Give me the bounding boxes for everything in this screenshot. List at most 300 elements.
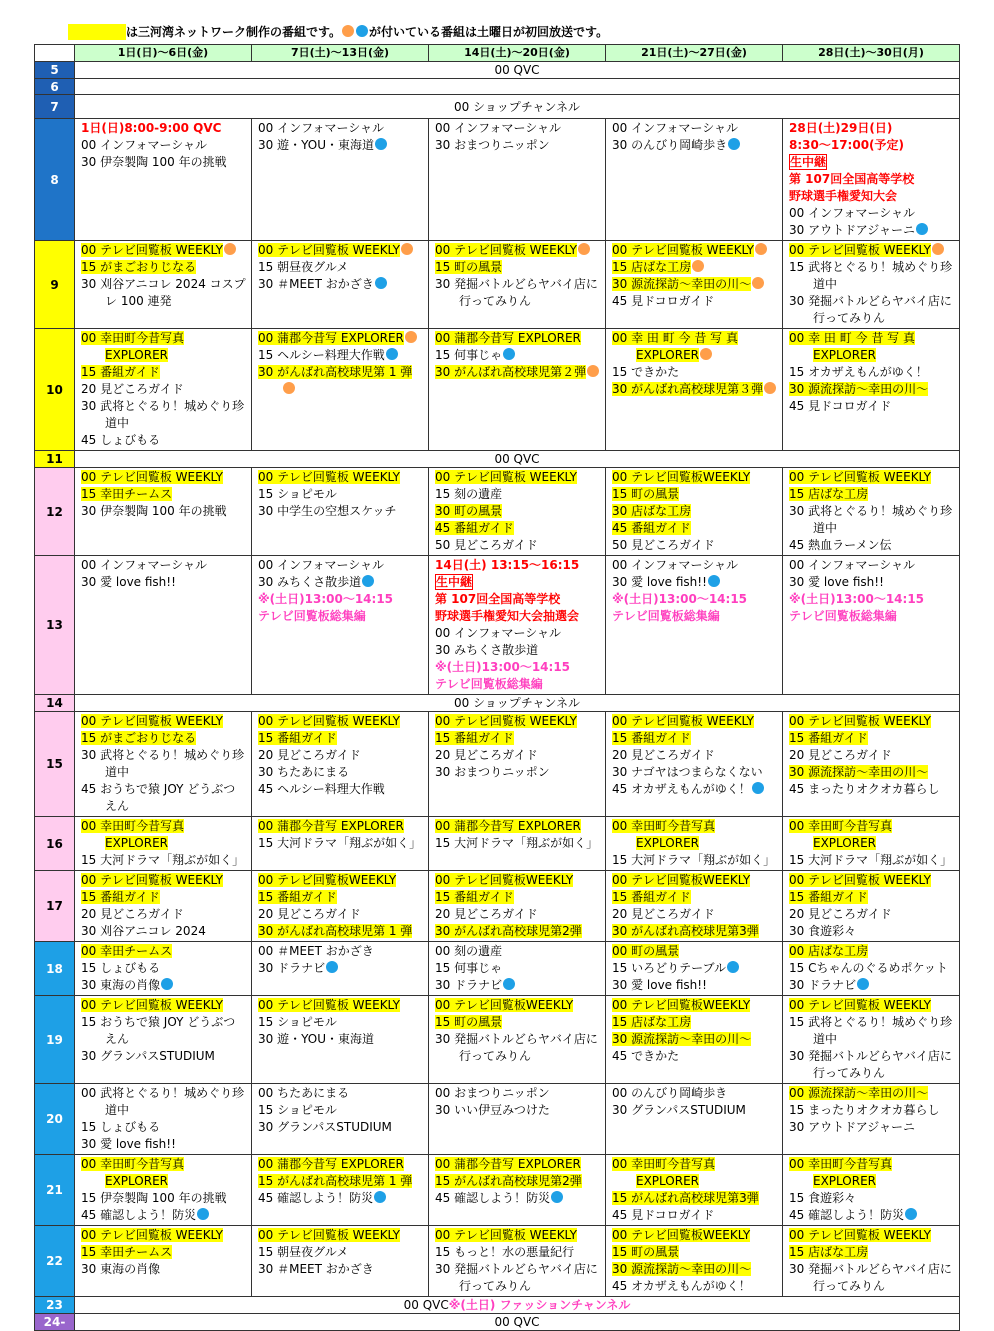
program-line	[81, 1261, 247, 1278]
program-line	[612, 852, 778, 869]
program-text: 30 みちくさ散歩道	[435, 643, 539, 657]
program-line	[81, 330, 247, 364]
program-text: ※(土日)13:00～14:15	[612, 592, 748, 606]
program-cell	[429, 556, 606, 695]
column-header: 7日(土)～13日(金)	[252, 45, 429, 62]
program-cell	[606, 942, 783, 996]
program-text: 00 テレビ回覧板WEEKLY	[612, 470, 751, 484]
blue-dot-icon	[551, 1191, 563, 1203]
program-text: 00 テレビ回覧板 WEEKLY	[258, 243, 400, 257]
orange-dot-icon	[932, 243, 944, 255]
program-line	[612, 520, 778, 537]
program-text: 00 テレビ回覧板WEEKLY	[612, 1228, 751, 1242]
program-text: 45 確認しよう！防災	[435, 1191, 551, 1205]
program-line	[612, 1156, 778, 1190]
program-line	[81, 889, 247, 906]
program-text: 20 見どころガイド	[258, 907, 361, 921]
program-text: 30 グランパスSTUDIUM	[612, 1103, 746, 1117]
program-line	[258, 1227, 424, 1244]
hour-label: 8	[35, 119, 75, 241]
program-line	[258, 347, 424, 364]
program-line	[612, 781, 778, 798]
program-line	[789, 977, 955, 994]
program-line	[435, 997, 601, 1014]
program-line	[789, 469, 955, 486]
full-width-program	[75, 79, 960, 95]
program-text: 20 見どころガイド	[258, 748, 361, 762]
program-line	[435, 943, 601, 960]
program-text: 30 のんびり岡崎歩き	[612, 138, 728, 152]
program-text: 00 テレビ回覧板 WEEKLY	[612, 714, 754, 728]
orange-dot-icon	[283, 382, 295, 394]
hour-row	[35, 695, 960, 712]
program-line	[789, 1048, 955, 1082]
hour-row	[35, 451, 960, 468]
program-cell	[252, 241, 429, 329]
program-text: 15 がまごおりじなる	[81, 260, 197, 274]
program-line	[789, 906, 955, 923]
program-text: 30 ナゴヤはつまらなくない	[612, 765, 763, 779]
program-text: 30 グランパスSTUDIUM	[258, 1120, 392, 1134]
program-text: 15 番組ガイド	[81, 890, 160, 904]
program-text: 00 蒲郡今昔写 EXPLORER	[258, 819, 404, 833]
hour-label: 6	[35, 79, 75, 95]
program-line	[258, 120, 424, 137]
program-text: 15 しょびもる	[81, 1120, 161, 1134]
program-cell	[783, 817, 960, 871]
program-cell	[783, 1155, 960, 1226]
hour-label: 7	[35, 95, 75, 119]
program-line	[789, 713, 955, 730]
program-text: 20 見どころガイド	[435, 748, 538, 762]
program-text: 30 愛 love fish!!	[789, 575, 884, 589]
program-cell	[75, 1226, 252, 1297]
program-text: 00 テレビ回覧板 WEEKLY	[258, 998, 400, 1012]
orange-dot-icon	[342, 25, 354, 37]
program-text: 00 ちたあにまる	[258, 1086, 350, 1100]
hour-row	[35, 942, 960, 996]
program-line	[258, 764, 424, 781]
program-line	[612, 747, 778, 764]
program-cell	[606, 468, 783, 556]
program-line	[612, 293, 778, 310]
program-text: 00 のんびり岡崎歩き	[612, 1086, 728, 1100]
program-text: 45 ヘルシー料理大作戦	[258, 782, 385, 796]
program-line	[789, 1190, 955, 1207]
program-line	[81, 1085, 247, 1119]
program-line	[435, 591, 601, 608]
schedule-table	[34, 44, 960, 1331]
program-line	[435, 347, 601, 364]
program-text: 30 源流探訪～幸田の川～	[789, 382, 929, 396]
program-text: 45 見ドコロガイド	[789, 399, 892, 413]
program-line	[258, 1085, 424, 1102]
blue-dot-icon	[375, 277, 387, 289]
program-line	[789, 960, 955, 977]
corner-cell	[35, 45, 75, 62]
program-line	[435, 835, 601, 852]
program-text: 00 蒲郡今昔写 EXPLORER	[435, 819, 581, 833]
program-text: 15 大河ドラマ「翔ぶが如く」	[789, 853, 953, 867]
program-line	[435, 242, 601, 259]
program-line	[258, 923, 424, 940]
program-text: 15 店ばな工房	[789, 487, 869, 501]
program-text: 15 町の風景	[612, 487, 680, 501]
program-text: 15 店ばな工房	[612, 1015, 692, 1029]
program-text: 45 おうちで猿 JOY どうぶつえん	[81, 782, 236, 813]
program-text: 30 東海の肖像	[81, 1262, 161, 1276]
program-cell	[75, 871, 252, 942]
hour-label: 17	[35, 871, 75, 942]
program-line	[612, 469, 778, 486]
program-line	[435, 503, 601, 520]
program-line	[789, 1207, 955, 1224]
program-line	[81, 1014, 247, 1048]
program-text: 30 愛 love fish!!	[612, 575, 707, 589]
program-line	[612, 713, 778, 730]
program-text: 00 テレビ回覧板 WEEKLY	[435, 714, 577, 728]
hour-row	[35, 1084, 960, 1155]
program-cell	[252, 996, 429, 1084]
program-text: 00 刻の遺産	[435, 944, 503, 958]
program-line	[258, 747, 424, 764]
program-cell	[606, 556, 783, 695]
hour-label: 5	[35, 62, 75, 79]
program-line	[612, 1085, 778, 1102]
program-line	[258, 1156, 424, 1173]
program-line	[612, 1207, 778, 1224]
program-text: 00 QVC	[494, 452, 540, 466]
program-text: 15 ヘルシー料理大作戦	[258, 348, 385, 362]
program-line	[789, 154, 955, 171]
program-line	[81, 1227, 247, 1244]
program-text: 00 テレビ回覧板WEEKLY	[258, 873, 397, 887]
program-cell	[75, 942, 252, 996]
program-line	[435, 276, 601, 310]
program-line	[258, 730, 424, 747]
program-text: 15 朝昼夜グルメ	[258, 1245, 349, 1259]
program-text: 45 オカザえもんがゆく！	[612, 782, 751, 796]
program-line	[789, 1156, 955, 1190]
program-text: 00 テレビ回覧板 WEEKLY	[81, 243, 223, 257]
program-line	[258, 872, 424, 889]
program-text: 00 テレビ回覧板WEEKLY	[612, 873, 751, 887]
program-line	[612, 608, 778, 625]
program-line	[789, 557, 955, 574]
program-text: 00 蒲郡今昔写 EXPLORER	[258, 331, 404, 345]
program-text: 30 武将とぐるり！城めぐり珍道中	[81, 748, 245, 779]
program-line	[81, 276, 247, 310]
program-text: 00 テレビ回覧板 WEEKLY	[81, 1228, 223, 1242]
program-text: 30 遊・YOU・東海道	[258, 1032, 374, 1046]
program-text: 15 番組ガイド	[789, 731, 868, 745]
program-line	[81, 1207, 247, 1224]
full-width-program	[75, 62, 960, 79]
program-line	[789, 120, 955, 137]
program-text: 00 テレビ回覧板 WEEKLY	[258, 470, 400, 484]
program-text: 00 インフォマーシャル	[81, 138, 208, 152]
program-text: 00 テレビ回覧板WEEKLY	[435, 998, 574, 1012]
program-text: 30 いい伊豆みつけた	[435, 1103, 550, 1117]
program-text: 15 ショピモル	[258, 487, 337, 501]
program-cell	[783, 119, 960, 241]
program-line	[81, 137, 247, 154]
program-text: 30 がんばれ高校球児第3弾	[612, 924, 759, 938]
program-text: 00 町の風景	[612, 944, 680, 958]
program-cell	[252, 468, 429, 556]
program-text: 00 テレビ回覧板 WEEKLY	[789, 998, 931, 1012]
program-line	[258, 591, 424, 608]
program-line	[789, 591, 955, 608]
hour-row	[35, 119, 960, 241]
program-line	[258, 1102, 424, 1119]
program-text: 15 がんばれ高校球児第2弾	[435, 1174, 582, 1188]
program-text: 30 遊・YOU・東海道	[258, 138, 374, 152]
program-cell	[252, 1226, 429, 1297]
program-cell	[429, 871, 606, 942]
program-line	[612, 764, 778, 781]
program-line	[435, 1085, 601, 1102]
program-line	[612, 1048, 778, 1065]
program-text: 第 107回全国高等学校	[435, 592, 561, 606]
program-text: 00 インフォマーシャル	[612, 121, 739, 135]
program-text: 30 がんばれ高校球児第 1 弾	[258, 365, 413, 379]
program-cell	[252, 942, 429, 996]
program-text: 30 源流探訪～幸田の川～	[612, 277, 752, 291]
column-header: 21日(土)～27日(金)	[606, 45, 783, 62]
orange-dot-icon	[224, 243, 236, 255]
program-line	[81, 1119, 247, 1136]
program-line	[81, 574, 247, 591]
program-text: 00 幸田チームス	[81, 944, 173, 958]
blue-dot-icon	[727, 961, 739, 973]
program-text: 30 刈谷アニコレ 2024	[81, 924, 206, 938]
program-text: 00 武将とぐるり！城めぐり珍道中	[81, 1086, 245, 1117]
program-cell	[606, 1084, 783, 1155]
program-text: 30 ドラナビ	[258, 961, 326, 975]
program-line	[789, 997, 955, 1014]
program-line	[789, 1085, 955, 1102]
program-cell	[783, 556, 960, 695]
program-cell	[75, 468, 252, 556]
program-line	[81, 154, 247, 171]
program-text: 00 ショップチャンネル	[453, 696, 581, 710]
program-text: 15 店ばな工房	[789, 1245, 869, 1259]
program-text: 30 中学生の空想スケッチ	[258, 504, 397, 518]
program-cell	[606, 817, 783, 871]
program-line	[612, 503, 778, 520]
program-text: 第 107回全国高等学校	[789, 172, 915, 186]
legend-dots-text: が付いている番組は土曜日が初回放送です。	[369, 25, 609, 39]
program-text: ※(土日) ファッションチャンネル	[448, 1298, 631, 1312]
program-line	[612, 137, 778, 154]
program-text: 30 発掘バトルどらヤバイ店に行ってみりん	[789, 1262, 952, 1293]
program-text: 45 しょびもる	[81, 433, 161, 447]
program-text: 30 愛 love fish!!	[81, 575, 176, 589]
program-line	[435, 764, 601, 781]
program-text: 30 がんばれ高校球児第2弾	[435, 924, 582, 938]
blue-dot-icon	[356, 25, 368, 37]
program-line	[435, 960, 601, 977]
hour-label: 11	[35, 451, 75, 468]
full-width-program	[75, 1314, 960, 1331]
program-text: 30 発掘バトルどらヤバイ店に行ってみりん	[435, 1032, 598, 1063]
program-text: 15 できかた	[612, 365, 680, 379]
program-text: 00 幸田町今昔写真 EXPLORER	[81, 819, 185, 850]
hour-label: 13	[35, 556, 75, 695]
program-line	[612, 1261, 778, 1278]
hour-label: 22	[35, 1226, 75, 1297]
program-line	[81, 242, 247, 259]
program-line	[789, 242, 955, 259]
program-text: 45 オカザえもんがゆく！	[612, 1279, 751, 1293]
program-cell	[783, 996, 960, 1084]
program-text: 30 ちたあにまる	[258, 765, 350, 779]
program-line	[435, 364, 601, 381]
program-cell	[252, 329, 429, 451]
program-line	[612, 557, 778, 574]
program-cell	[75, 119, 252, 241]
program-text: 30 ＃MEET おかざき	[258, 1262, 374, 1276]
hour-label: 10	[35, 329, 75, 451]
program-line	[81, 747, 247, 781]
program-text: 00 幸 田 町 今 昔 写 真 EXPLORER	[789, 331, 915, 362]
program-text: 30 アウトドアジャーニ	[789, 223, 916, 237]
program-line	[612, 1227, 778, 1244]
program-text: 30 ドラナビ	[789, 978, 857, 992]
hour-row	[35, 468, 960, 556]
program-line	[435, 730, 601, 747]
program-line	[81, 557, 247, 574]
program-line	[258, 1031, 424, 1048]
hour-row	[35, 1155, 960, 1226]
program-text: 00 蒲郡今昔写 EXPLORER	[258, 1157, 404, 1171]
program-line	[435, 747, 601, 764]
program-line	[258, 906, 424, 923]
program-cell	[606, 329, 783, 451]
program-line	[258, 608, 424, 625]
program-line	[789, 205, 955, 222]
program-line	[435, 1227, 601, 1244]
program-line	[435, 608, 601, 625]
program-text: 00 幸 田 町 今 昔 写 真 EXPLORER	[612, 331, 738, 362]
program-line	[612, 574, 778, 591]
program-line	[81, 259, 247, 276]
program-text: 30 発掘バトルどらヤバイ店に行ってみりん	[435, 277, 598, 308]
hour-label: 16	[35, 817, 75, 871]
program-text: 15 番組ガイド	[789, 890, 868, 904]
program-cell	[75, 329, 252, 451]
program-text: 30 愛 love fish!!	[612, 978, 707, 992]
program-text: 15 しょびもる	[81, 961, 161, 975]
column-header: 14日(土)～20日(金)	[429, 45, 606, 62]
program-line	[612, 364, 778, 381]
program-text: 30 発掘バトルどらヤバイ店に行ってみりん	[789, 1049, 952, 1080]
orange-dot-icon	[700, 348, 712, 360]
program-text: ※(土日)13:00～14:15	[258, 592, 394, 606]
program-cell	[75, 241, 252, 329]
program-cell	[783, 712, 960, 817]
program-text: 30 武将とぐるり！城めぐり珍道中	[789, 504, 953, 535]
column-header: 1日(日)～6日(金)	[75, 45, 252, 62]
hour-label: 21	[35, 1155, 75, 1226]
legend-yellow-text: は三河湾ネットワーク制作の番組です。	[126, 25, 342, 39]
program-line	[258, 259, 424, 276]
program-text: 15 何事じゃ	[435, 961, 503, 975]
program-line	[435, 557, 601, 574]
program-text: 20 見どころガイド	[612, 907, 715, 921]
program-cell	[252, 1155, 429, 1226]
program-line	[612, 1244, 778, 1261]
program-line	[81, 852, 247, 869]
program-text: 00 店ばな工房	[789, 944, 869, 958]
program-text: 20 見どころガイド	[612, 748, 715, 762]
program-text: 45 確認しよう！防災	[258, 1191, 374, 1205]
program-line	[789, 730, 955, 747]
program-line	[789, 943, 955, 960]
program-text: 15 大河ドラマ「翔ぶが如く」	[612, 853, 776, 867]
program-line	[258, 960, 424, 977]
program-line	[258, 1119, 424, 1136]
program-cell	[606, 119, 783, 241]
program-line	[789, 1261, 955, 1295]
program-text: 15 番組ガイド	[435, 731, 514, 745]
program-text: 30 発掘バトルどらヤバイ店に行ってみりん	[789, 294, 952, 325]
program-line	[81, 906, 247, 923]
program-cell	[252, 817, 429, 871]
program-text: 00 おまつりニッポン	[435, 1086, 550, 1100]
program-line	[789, 259, 955, 293]
program-text: 00 インフォマーシャル	[81, 558, 208, 572]
program-line	[612, 1190, 778, 1207]
program-cell	[606, 871, 783, 942]
hour-label: 12	[35, 468, 75, 556]
program-text: 8:30～17:00(予定)	[789, 138, 905, 152]
program-line	[789, 923, 955, 940]
program-line	[81, 1190, 247, 1207]
program-line	[789, 1102, 955, 1119]
program-text: 20 見どころガイド	[789, 907, 892, 921]
program-line	[81, 713, 247, 730]
program-text: 野球選手権愛知大会抽選会	[435, 609, 580, 623]
program-cell	[429, 817, 606, 871]
program-line	[789, 330, 955, 364]
blue-dot-icon	[916, 223, 928, 235]
column-header: 28日(土)～30日(月)	[783, 45, 960, 62]
program-text: ※(土日)13:00～14:15	[789, 592, 925, 606]
blue-dot-icon	[728, 138, 740, 150]
program-line	[258, 574, 424, 591]
program-line	[612, 943, 778, 960]
program-cell	[75, 712, 252, 817]
program-line	[258, 137, 424, 154]
program-text: 50 見どころガイド	[435, 538, 538, 552]
program-line	[612, 1278, 778, 1295]
program-line	[789, 171, 955, 188]
program-text: 15 まったりオクオカ暮らし	[789, 1103, 940, 1117]
program-text: ※(土日)13:00～14:15	[435, 660, 571, 674]
program-cell	[75, 556, 252, 695]
program-text: 00 インフォマーシャル	[612, 558, 739, 572]
program-line	[789, 889, 955, 906]
program-line	[258, 818, 424, 835]
program-cell	[606, 996, 783, 1084]
program-line	[789, 1119, 955, 1136]
program-text: 15 朝昼夜グルメ	[258, 260, 349, 274]
program-line	[81, 1156, 247, 1190]
program-cell	[75, 1155, 252, 1226]
program-line	[612, 486, 778, 503]
